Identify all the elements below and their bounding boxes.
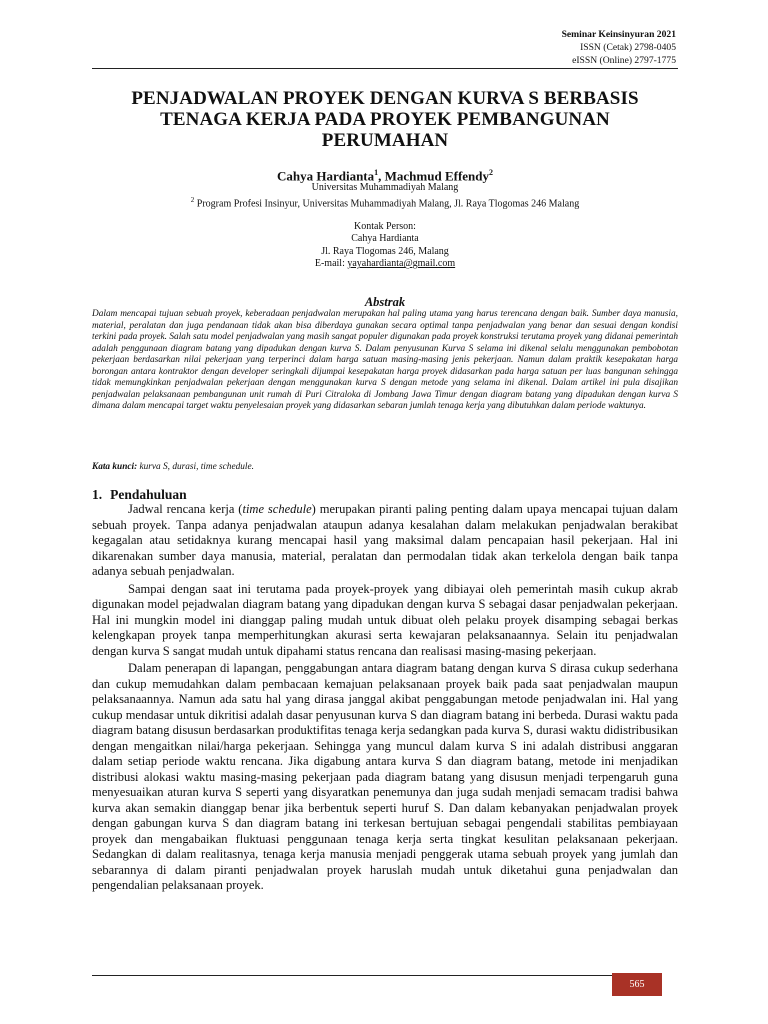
title-line-1: PENJADWALAN PROYEK DENGAN KURVA S BERBASIS	[131, 88, 639, 109]
email-label: E-mail:	[314, 258, 348, 270]
author-2: Machmud Effendy	[384, 168, 490, 184]
paper-title	[92, 88, 678, 151]
contact-label: Kontak Person:	[354, 221, 416, 232]
author-1-affil-mark: 1	[374, 168, 379, 177]
section-number: 1.	[92, 487, 103, 502]
paragraph-1	[92, 502, 678, 580]
section-body	[92, 502, 678, 894]
footer-divider	[92, 975, 612, 976]
contact-address: Jl. Raya Tlogomas 246, Malang	[321, 245, 449, 257]
author-separator: ,	[378, 168, 385, 184]
contact-block	[92, 221, 678, 271]
contact-name: Cahya Hardianta	[351, 233, 419, 245]
paragraph-2: Sampai dengan saat ini terutama pada proyek-proyek yang dibiayai oleh pemerintah masih cukup akrab digunakan model pejadwalan diagram batang yang dipadukan dengan kurva S sebagai dasar penjadwalan pekerjaan. Hal ini mungkin model ini dianggap paling mudah untuk dibuat oleh pelaku proyek disamping sebagai berkas kelengkapan proyek tanpa memperhitungkan akurasi serta kewajaran pelaksanaannya. Selain itu penjadwalan dengan kurva S sangat mudah untuk dipahami status rencana dan realisasi masing-masing pekerjaan.	[92, 581, 678, 658]
title-line-3: PERUMAHAN	[321, 130, 449, 151]
author-2-affil-mark: 2	[489, 168, 494, 177]
paragraph-1-part-b: ) merupakan piranti paling penting dalam upaya mencapai tujuan dalam sebuah proyek. Tanpa adanya penjadwalan ataupun adanya kesalahan dalam melakukan penjadwalan berakibat kegagalan atau setidaknya kurang mencapai hasil yang maksimal dalam pencapaian hasil pekerjaan. Hal ini dikarenakan sumber daya manusia, material, peralatan dan permodalan tidak akan terkelola dengan baik tanpa adanya sebuah penjadwalan.	[92, 502, 678, 578]
paragraph-1-part-a: Jadwal rencana kerja (	[128, 502, 243, 516]
keywords-line	[92, 462, 678, 472]
affiliations	[92, 181, 678, 210]
paragraph-1-emphasis: time schedule	[242, 502, 312, 516]
header-divider	[92, 68, 678, 69]
affiliation-2-mark: 2	[190, 196, 195, 204]
section-heading	[92, 487, 195, 503]
issn-online: eISSN (Online) 2797-1775	[572, 55, 676, 66]
journal-header	[562, 28, 676, 67]
section-title-text: Pendahuluan	[110, 487, 187, 502]
affiliation-1: Universitas Muhammadiyah Malang	[311, 182, 459, 193]
email-link[interactable]: yayahardianta@gmail.com	[347, 258, 456, 270]
keywords-label: Kata kunci:	[92, 462, 138, 472]
title-line-2: TENAGA KERJA PADA PROYEK PEMBANGUNAN	[160, 109, 610, 130]
conference-name: Seminar Keinsinyuran 2021	[561, 29, 676, 40]
abstract-heading: Abstrak	[364, 295, 406, 309]
abstract-text: Dalam mencapai tujuan sebuah proyek, keberadaan penjadwalan merupakan hal paling utama yang harus terencana dengan baik. Sumber daya manusia, material, peralatan dan juga pendanaan tidak akan bisa diberdaya gunakan secara optimal tanpa penjadwalan yang benar dan sesuai dengan kondisi terkini pada proyek. Salah satu model penjadwalan yang masih sangat populer digunakan pada proyek konstruksi terutama proyek yang didanai pemerintah adalah penggunaan diagram batang yang dipadukan dengan kurva S. Dalam penyusunan Kurva S selama ini dikenal selalu menggunakan pembobotan pekerjaan berdasarkan nilai pekerjaan yang terperinci dalam harga satuan masing-masing jenis pekerjaan. Namun dalam praktik kesepakatan harga borongan antara kontraktor dengan developer seringkali dijumpai kesepakatan harga proyek didasarkan pada harga satuan per luas bangunan sehingga tidak memungkinkan penjadwalan pekerjaan dengan menggunakan kurva S dengan metode yang selama ini dikenal. Dalam artikel ini pula disajikan penjadwalan pelaksanaan pembangunan unit rumah di Puri Citraloka di Jombang Jawa Timur dengan diagram batang yang dipadukan dengan kurva S dimana dalam mencapai target waktu penyelesaian proyek yang didasarkan sebaran jumlah tenaga kerja yang dibutuhkan dalam periode waktunya.	[92, 309, 678, 411]
issn-print: ISSN (Cetak) 2798-0405	[580, 42, 676, 53]
author-1: Cahya Hardianta	[276, 168, 375, 184]
keywords-text: kurva S, durasi, time schedule.	[137, 462, 254, 472]
affiliation-2	[92, 194, 678, 210]
contact-email-line	[92, 258, 678, 270]
paragraph-3: Dalam penerapan di lapangan, penggabungan antara diagram batang dengan kurva S dirasa cukup sederhana dan cukup memudahkan dalam pembacaan kemajuan pelaksanaan proyek baik pada saat penjadwalan maupun pelaksanaannya. Namun ada satu hal yang dirasa janggal akibat penggabungan metode penjadwalan ini. Hal yang cukup mendasar untuk dikritisi adalah dasar penyusunan kurva S dan diagram batang ini berbeda. Durasi waktu pada diagram batang disusun berdasarkan produktifitas tenaga kerja sedangkan pada kurva S, durasi waktu didistribusikan dengan mengaitkan nilai/harga pekerjaan. Sehingga yang muncul dalam kurva S ini adalah distribusi anggaran dalam setiap periode waktu rencana. Jika digabung antara kurva S dan diagram batang, metode ini menjadikan distribusi alokasi waktu masing-masing pekerjaan pada diagram batang yang disusun menjadi terpengaruh guna menyesuaikan aturan kurva S seperti yang disyaratkan penemunya dan juga sudah menjadi semacam tradisi bahwa kurva akan semakin dianggap benar jika berbentuk seperti huruf S. Dan dalam kebanyakan penjadwalan proyek dengan gabungan kurva S dan diagram batang ini terkesan bertujuan sebagai pengendali stabilitas pembiayaan proyek dan mengabaikan fluktuasi penggunaan tenaga kerja serta tingkat kesulitan pelaksanaan pekerjaan. Sedangkan di dalam realitasnya, tenaga kerja manusia menjadi penggerak utama sebuah proyek yang jumlah dan sebarannya di dalam piranti penjadwalan proyek haruslah mudah untuk diketahui guna penjadwalan dan pengendalian pelaksanaan proyek.	[92, 661, 678, 892]
page-number-badge: 565	[612, 973, 662, 996]
affiliation-2-text: Program Profesi Insinyur, Universitas Muhammadiyah Malang, Jl. Raya Tlogomas 246 Malang	[194, 198, 580, 210]
